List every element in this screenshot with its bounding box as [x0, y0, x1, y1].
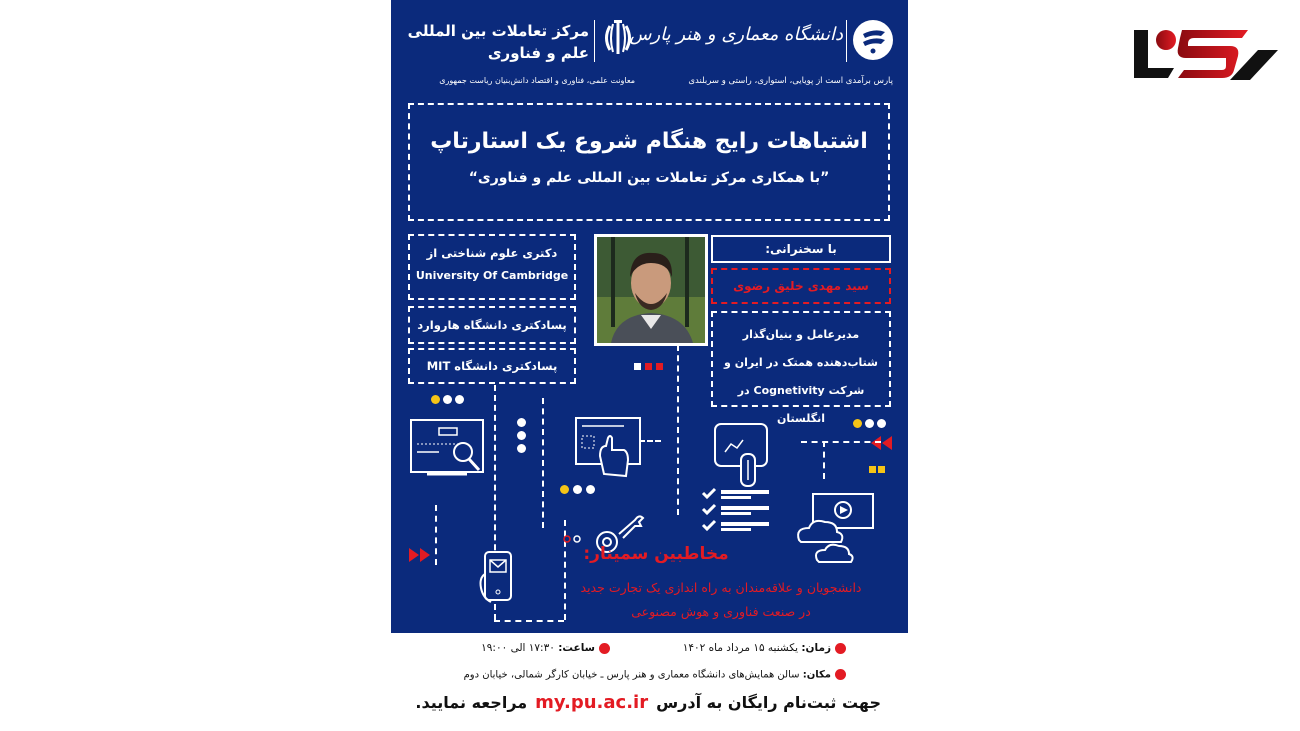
event-title: اشتباهات رایج هنگام شروع یک استارتاپ — [430, 129, 868, 154]
decor-dot — [431, 395, 440, 404]
audience-title: مخاطبین سمینار: — [583, 544, 729, 564]
credential-line: دکتری علوم شناختی از — [426, 246, 558, 260]
event-poster — [391, 0, 908, 731]
decor-dot — [586, 485, 595, 494]
header-divider — [594, 20, 595, 62]
decor-square — [656, 363, 663, 370]
decor-square — [878, 466, 885, 473]
credential-line: پسادکتری دانشگاه MIT — [426, 359, 558, 373]
event-location — [464, 669, 846, 681]
speaker-label: با سخنرانی: — [711, 235, 891, 263]
decor-square — [869, 466, 876, 473]
speaker-role-line: شتاب‌دهنده همتک در ایران و — [724, 356, 878, 369]
register-suffix: مراجعه نمایید. — [415, 693, 528, 712]
credential-harvard — [408, 306, 576, 344]
university-name: دانشگاه معماری و هنر پارس — [629, 24, 843, 45]
usb-data-icon — [713, 422, 773, 492]
arrow-left-icon — [871, 436, 893, 450]
location-label: مکان: — [802, 669, 831, 681]
touch-screen-icon — [574, 416, 644, 484]
decor-path — [542, 398, 544, 528]
checklist-icon — [701, 487, 771, 535]
speaker-photo — [594, 234, 708, 346]
search-monitor-icon — [409, 418, 489, 486]
decor-dot — [517, 418, 526, 427]
rokna-logo-icon — [1130, 22, 1280, 84]
time-value: ۱۷:۳۰ الی ۱۹:۰۰ — [481, 642, 555, 654]
decor-path — [823, 441, 825, 479]
decor-dot — [560, 485, 569, 494]
arrow-right-icon — [409, 548, 431, 562]
center-name-line2: علم و فناوری — [487, 44, 589, 62]
credential-cambridge — [408, 234, 576, 300]
speaker-role-line: مدیرعامل و بنیان‌گذار — [742, 328, 860, 341]
time-label: ساعت: — [558, 642, 595, 654]
speaker-name: سید مهدی خلیق رضوی — [711, 268, 891, 304]
decor-square — [645, 363, 652, 370]
decor-dot — [517, 431, 526, 440]
decor-square — [634, 363, 641, 370]
date-value: یکشنبه ۱۵ مرداد ماه ۱۴۰۲ — [682, 642, 798, 654]
speaker-role-line: شرکت Cognetivity در انگلستان — [737, 384, 865, 425]
event-subtitle: ”با همکاری مرکز تعاملات بین المللی علم و فناوری“ — [468, 170, 830, 186]
cloud-video-icon — [793, 492, 881, 568]
decor-path — [801, 441, 881, 443]
credential-line: پسادکتری دانشگاه هاروارد — [417, 318, 567, 332]
university-branding — [629, 14, 893, 94]
decor-dot — [443, 395, 452, 404]
title-box — [408, 103, 890, 221]
audience-line: دانشجویان و علاقه‌مندان به راه اندازی یک تجارت جدید — [580, 580, 862, 595]
audience-line: در صنعت فناوری و هوش مصنوعی — [631, 604, 811, 619]
event-date — [683, 642, 846, 654]
center-name-line1: مرکز تعاملات بین المللی — [407, 22, 589, 40]
clock-icon — [599, 643, 610, 654]
registration-info — [415, 692, 881, 713]
calendar-icon — [835, 643, 846, 654]
decor-dot — [573, 485, 582, 494]
event-time — [481, 642, 610, 654]
credential-line: University Of Cambridge — [415, 269, 569, 282]
location-pin-icon — [835, 669, 846, 680]
date-label: زمان: — [801, 642, 831, 654]
speaker-role — [711, 311, 891, 425]
credential-mit — [408, 348, 576, 384]
center-branding — [405, 14, 635, 94]
register-url[interactable]: my.pu.ac.ir — [535, 692, 649, 713]
university-tagline: پارس برآمدی است از پویایی، استواری، راستی و سربلندی — [688, 76, 893, 86]
decor-path — [677, 345, 679, 515]
register-prefix: جهت ثبت‌نام رایگان به آدرس — [656, 693, 881, 712]
poster-blue-area — [391, 0, 908, 633]
audience-description — [541, 576, 901, 624]
location-value: سالن همایش‌های دانشگاه معماری و هنر پارس ـ خیابان کارگر شمالی، خیابان دوم — [463, 669, 800, 681]
decor-dot — [517, 444, 526, 453]
decor-dot — [455, 395, 464, 404]
decor-dot — [865, 419, 874, 428]
university-logo-icon — [853, 20, 893, 60]
center-subtitle: معاونت علمی، فناوری و اقتصاد دانش‌بنیان ریاست جمهوری — [439, 76, 635, 85]
decor-path — [435, 505, 437, 565]
decor-dot — [853, 419, 862, 428]
header-divider — [846, 20, 847, 62]
decor-dot — [877, 419, 886, 428]
speaker-portrait-icon — [597, 237, 705, 343]
